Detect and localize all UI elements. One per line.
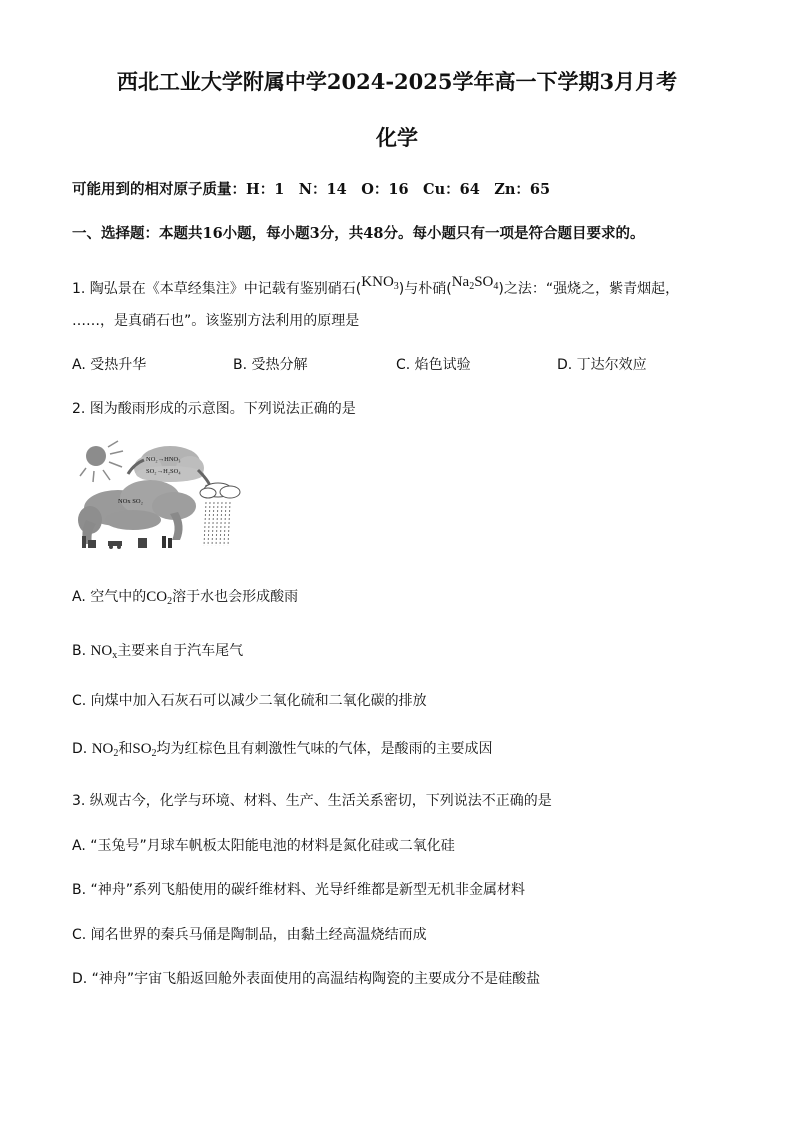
- q1-options: [0, 354, 794, 374]
- arrow-down-icon: [198, 470, 210, 486]
- formula-kno3: $KNO_3$: [361, 274, 399, 292]
- house-icon: [138, 538, 147, 548]
- q1-text-3: )之法：“强烧之，紫青烟起，: [498, 281, 680, 297]
- q3-option-b[interactable]: B. “神舟”系列飞船使用的碳纤维材料、光导纤维都是新型无机非金属材料: [72, 882, 526, 898]
- formula-na2so4: $Na_2SO_4$: [451, 274, 499, 292]
- car-icon: [108, 541, 122, 549]
- upper-cloud: [134, 446, 204, 482]
- q2-stem: 2. 图为酸雨形成的示意图。下列说法正确的是: [72, 401, 356, 417]
- q3-option-d[interactable]: D. “神舟”宇宙飞船返回舱外表面使用的高温结构陶瓷的主要成分不是硅酸盐: [72, 971, 541, 987]
- q1-option-d[interactable]: D. 丁达尔效应: [557, 357, 647, 373]
- rain-drops: [204, 502, 230, 546]
- q3-option-c[interactable]: C. 闻名世界的秦兵马俑是陶制品，由黏土经高温烧结而成: [72, 927, 427, 943]
- chimney-icon: [162, 536, 172, 548]
- section-heading: 一、选择题：本题共16小题，每小题3分，共48分。每小题只有一项是符合题目要求的。: [72, 225, 645, 242]
- smoke-cloud: [78, 480, 196, 544]
- q1-option-a[interactable]: A. 受热升华: [72, 357, 147, 373]
- exam-subject: 化学: [376, 125, 418, 150]
- sun-icon: [86, 446, 106, 466]
- q3-option-a[interactable]: A. “玉兔号”月球车帆板太阳能电池的材料是氮化硅或二氧化硅: [72, 838, 455, 854]
- formula-so2: $SO_2$: [132, 741, 157, 759]
- q2-option-a[interactable]: A. 空气中的$CO_2$溶于水也会形成酸雨: [72, 589, 299, 607]
- q1-text-2: )与朴硝(: [398, 281, 452, 297]
- formula-co2: $CO_2$: [146, 589, 173, 607]
- label-no2: NO₂→HNO₃: [146, 456, 181, 463]
- label-gas: NOx SO₂: [118, 498, 143, 505]
- q1-text-1: 1. 陶弘景在《本草经集注》中记载有鉴别硝石(: [72, 281, 362, 297]
- q1-option-b[interactable]: B. 受热分解: [233, 357, 308, 373]
- atomic-masses: 可能用到的相对原子质量：H：1 N：14 O：16 Cu：64 Zn：65: [72, 181, 551, 198]
- formula-no2: $NO_2$: [91, 741, 119, 759]
- q2-option-c[interactable]: C. 向煤中加入石灰石可以减少二氧化硫和二氧化碳的排放: [72, 693, 427, 709]
- q3-stem: 3. 纵观古今，化学与环境、材料、生产、生活关系密切，下列说法不正确的是: [72, 793, 552, 809]
- label-so2: SO₂→H₂SO₄: [146, 468, 181, 475]
- q2-option-b[interactable]: B. $NO_x$主要来自于汽车尾气: [72, 643, 244, 661]
- q1-stem-line2: ……，是真硝石也”。该鉴别方法利用的原理是: [72, 313, 360, 329]
- acid-rain-figure: [78, 440, 243, 552]
- q2-option-d[interactable]: D. $NO_2$和$SO_2$均为红棕色且有刺激性气味的气体，是酸雨的主要成因: [72, 741, 493, 759]
- formula-nox: $NO_x$: [90, 643, 118, 661]
- exam-title: 西北工业大学附属中学2024-2025学年高一下学期3月月考: [116, 69, 678, 94]
- q1-stem-line1: [72, 274, 680, 299]
- q1-option-c[interactable]: C. 焰色试验: [396, 357, 471, 373]
